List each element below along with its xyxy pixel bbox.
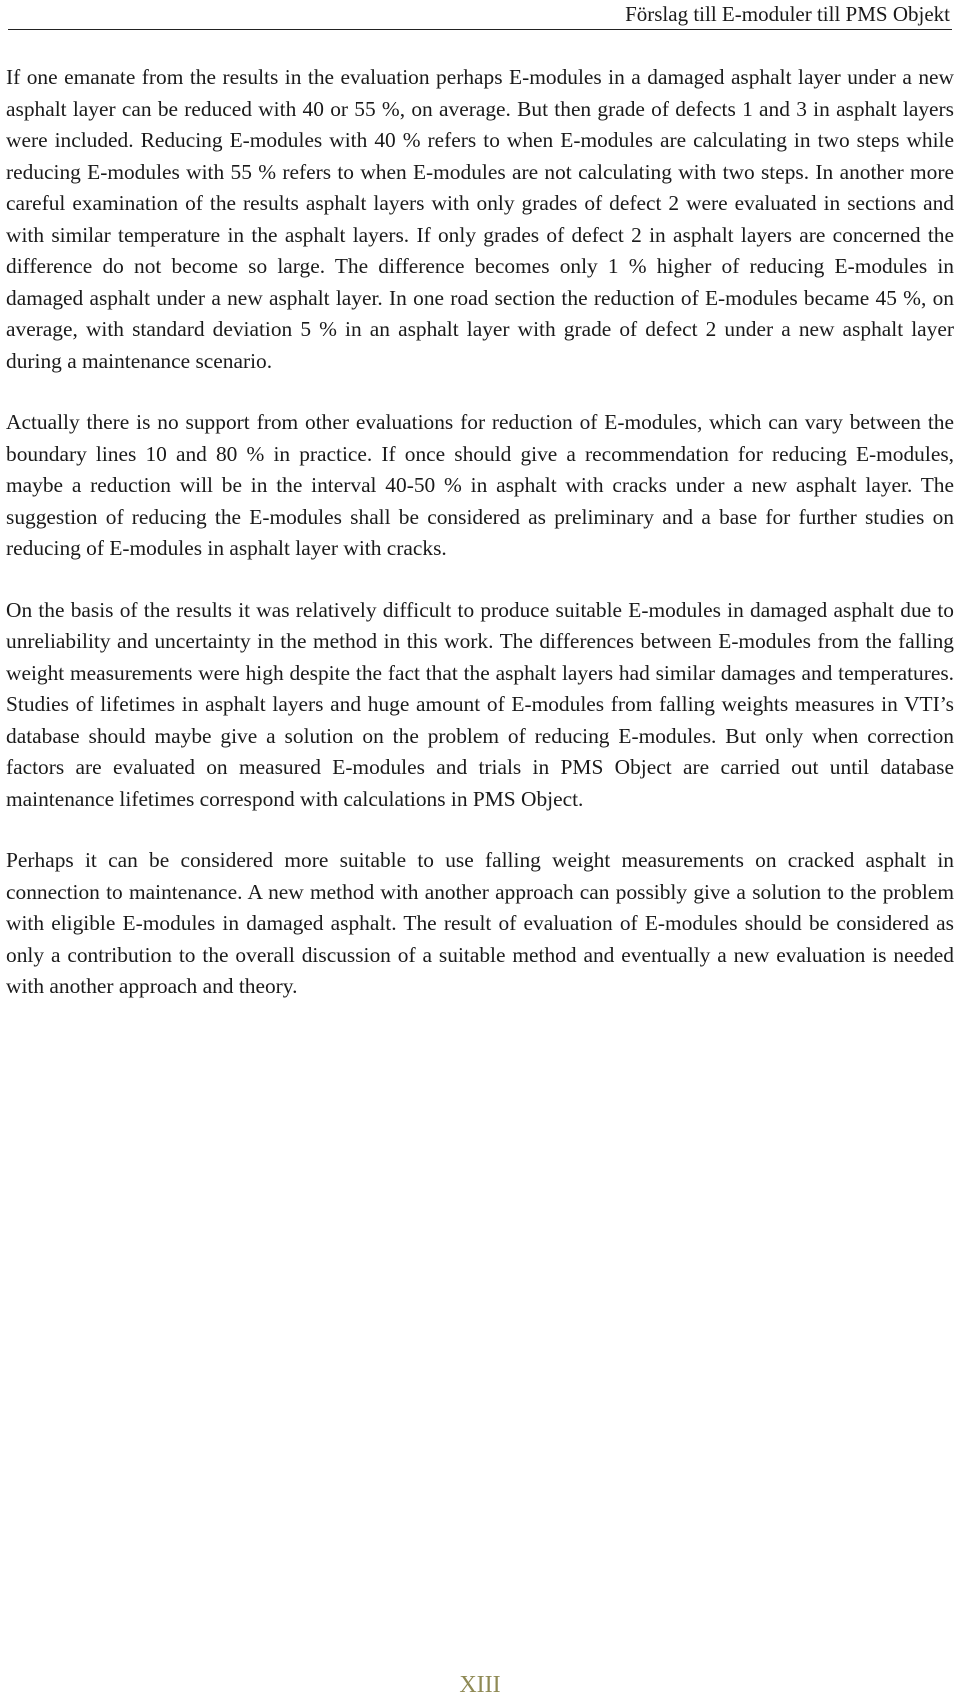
paragraph: On the basis of the results it was relatively difficult to produce suitable E-modules in damaged asphalt due to unreliability and uncertainty in the method in this work. The differences between E-modules from the falling weight measurements were high despite the fact that the asphalt layers had similar damages and temperatures. Studies of lifetimes in asphalt layers and huge amount of E-modules from falling weights measures in VTI’s database should maybe give a solution on the problem of reducing E-modules. But only when correction factors are evaluated on measured E-modules and trials in PMS Object are carried out until database maintenance lifetimes correspond with calculations in PMS Object. <box>6 597 954 811</box>
running-header: Förslag till E-moduler till PMS Objekt <box>8 0 952 30</box>
paragraph: If one emanate from the results in the evaluation perhaps E-modules in a damaged asphalt layer under a new asphalt layer can be reduced with 40 or 55 %, on average. But then grade of defects 1 and 3 in asphalt layers were included. Reducing E-modules with 40 % refers to when E-modules are calculating in two steps while reducing E-modules with 55 % refers to when E-modules are not calculating with two steps. In another more careful examination of the results asphalt layers with only grades of defect 2 were evaluated in sections and with similar temperature in the asphalt layers. If only grades of defect 2 in asphalt layers are concerned the difference do not become so large. The difference becomes only 1 % higher of reducing E-modules in damaged asphalt under a new asphalt layer. In one road section the reduction of E-modules became 45 %, on average, with standard deviation 5 % in an asphalt layer with grade of defect 2 under a new asphalt layer during a maintenance scenario. <box>6 65 954 373</box>
page-number: XIII <box>459 1672 501 1698</box>
paragraph: Perhaps it can be considered more suitable to use falling weight measurements on cracked asphalt in connection to maintenance. A new method with another approach can possibly give a solution to the problem with eligible E-modules in damaged asphalt. The result of evaluation of E-modules should be considered as only a contribution to the overall discussion of a suitable method and eventually a new evaluation is needed with another approach and theory. <box>6 848 954 998</box>
paragraph: Actually there is no support from other evaluations for reduction of E-modules, which can vary between the boundary lines 10 and 80 % in practice. If once should give a recommendation for reducing E-modules, maybe a reduction will be in the interval 40-50 % in asphalt with cracks under a new asphalt layer. The suggestion of reducing the E-modules shall be considered as preliminary and a base for further studies on reducing of E-modules in asphalt layer with cracks. <box>6 410 954 560</box>
body-text <box>6 62 954 1033</box>
